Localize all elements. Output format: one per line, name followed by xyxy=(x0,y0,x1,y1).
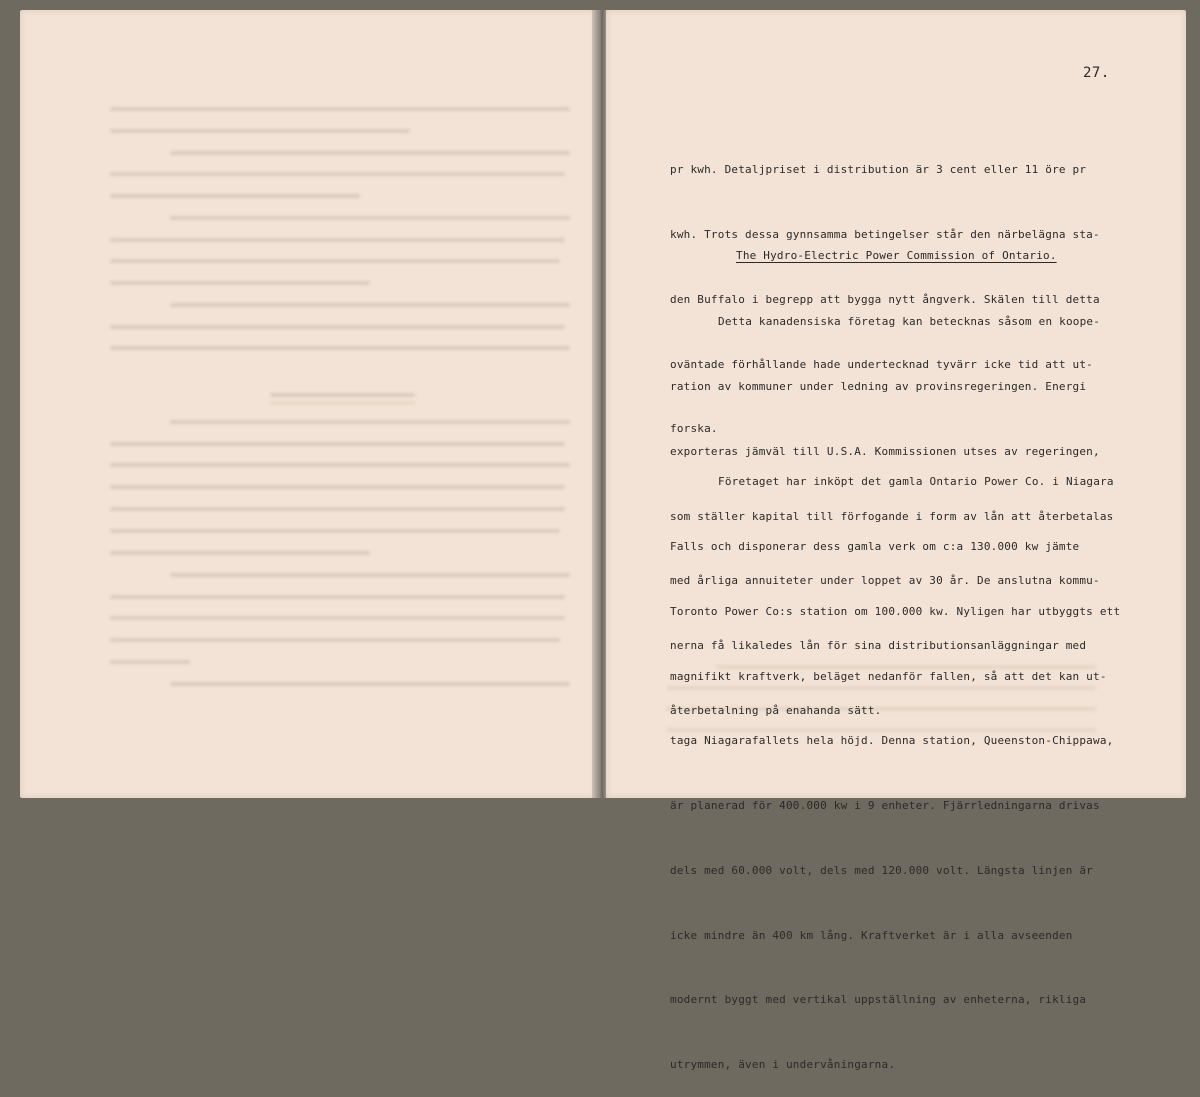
ghost-line xyxy=(110,616,565,620)
text-line: Toronto Power Co:s station om 100.000 kw. Nyligen har utbyggts ett xyxy=(670,604,1121,618)
text-line: Detta kanadensiska företag kan betecknas såsom en koope- xyxy=(718,315,1101,329)
ghost-line xyxy=(110,442,565,446)
ghost-line xyxy=(170,573,570,577)
ghost-line xyxy=(170,151,570,155)
text-line: som ställer kapital till förfogande i form av lån att återbetalas xyxy=(670,509,1114,523)
ghost-line xyxy=(110,281,370,285)
ghost-underline xyxy=(270,402,415,404)
ghost-line xyxy=(110,595,565,599)
ghost-line xyxy=(170,420,570,424)
text-line: modernt byggt med vertikal uppställning av enheterna, rikliga xyxy=(670,993,1087,1007)
text-line: icke mindre än 400 km lång. Kraftverket är i alla avseenden xyxy=(670,928,1073,942)
ghost-line xyxy=(110,107,570,111)
page-number: 27. xyxy=(1083,65,1110,81)
paragraph-ontario-power xyxy=(670,428,1121,1097)
text-line: oväntade förhållande hade undertecknad tyvärr icke tid att ut- xyxy=(670,357,1093,371)
ghost-line xyxy=(110,129,410,133)
left-page xyxy=(20,10,596,798)
text-line: Företaget har inköpt det gamla Ontario Power Co. i Niagara xyxy=(718,475,1114,489)
ghost-line xyxy=(110,463,570,467)
ghost-line xyxy=(110,507,565,511)
ghost-line xyxy=(110,529,560,533)
ghost-line xyxy=(110,194,360,198)
ghost-line xyxy=(170,682,570,686)
ghost-line xyxy=(110,259,560,263)
ghost-line xyxy=(110,346,570,350)
ghost-line xyxy=(110,660,190,664)
section-heading: The Hydro-Electric Power Commission of Ontario. xyxy=(736,249,1057,262)
ghost-line xyxy=(110,172,565,176)
ghost-line xyxy=(170,216,570,220)
text-line: är planerad för 400.000 kw i 9 enheter. Fjärrledningarna drivas xyxy=(670,799,1100,813)
text-line: dels med 60.000 volt, dels med 120.000 volt. Längsta linjen är xyxy=(670,863,1093,877)
text-line: nerna få likaledes lån för sina distributionsanläggningar med xyxy=(670,639,1087,653)
text-line: exporteras jämväl till U.S.A. Kommissionen utses av regeringen, xyxy=(670,444,1100,458)
text-line: utrymmen, även i undervåningarna. xyxy=(670,1058,896,1072)
text-line: Falls och disponerar dess gamla verk om c:a 130.000 kw jämte xyxy=(670,539,1080,553)
ghost-line xyxy=(170,303,570,307)
text-line: forska. xyxy=(670,422,718,436)
ghost-line xyxy=(270,393,415,397)
ghost-line xyxy=(110,325,565,329)
ghost-line xyxy=(110,551,370,555)
text-line: ration av kommuner under ledning av provinsregeringen. Energi xyxy=(670,379,1087,393)
bleed-through-text xyxy=(20,10,596,798)
text-line: den Buffalo i begrepp att bygga nytt ångverk. Skälen till detta xyxy=(670,292,1100,306)
text-line: med årliga annuiteter under loppet av 30 år. De anslutna kommu- xyxy=(670,574,1100,588)
text-line: taga Niagarafallets hela höjd. Denna station, Queenston-Chippawa, xyxy=(670,734,1114,748)
text-line: pr kwh. Detaljpriset i distribution är 3 cent eller 11 öre pr xyxy=(670,163,1087,177)
ghost-line xyxy=(110,485,565,489)
ghost-line xyxy=(110,638,560,642)
text-line: magnifikt kraftverk, beläget nedanför fallen, så att det kan ut- xyxy=(670,669,1107,683)
ghost-line xyxy=(110,238,565,242)
text-line: kwh. Trots dessa gynnsamma betingelser står den närbelägna sta- xyxy=(670,227,1100,241)
text-line: återbetalning på enahanda sätt. xyxy=(670,703,882,717)
